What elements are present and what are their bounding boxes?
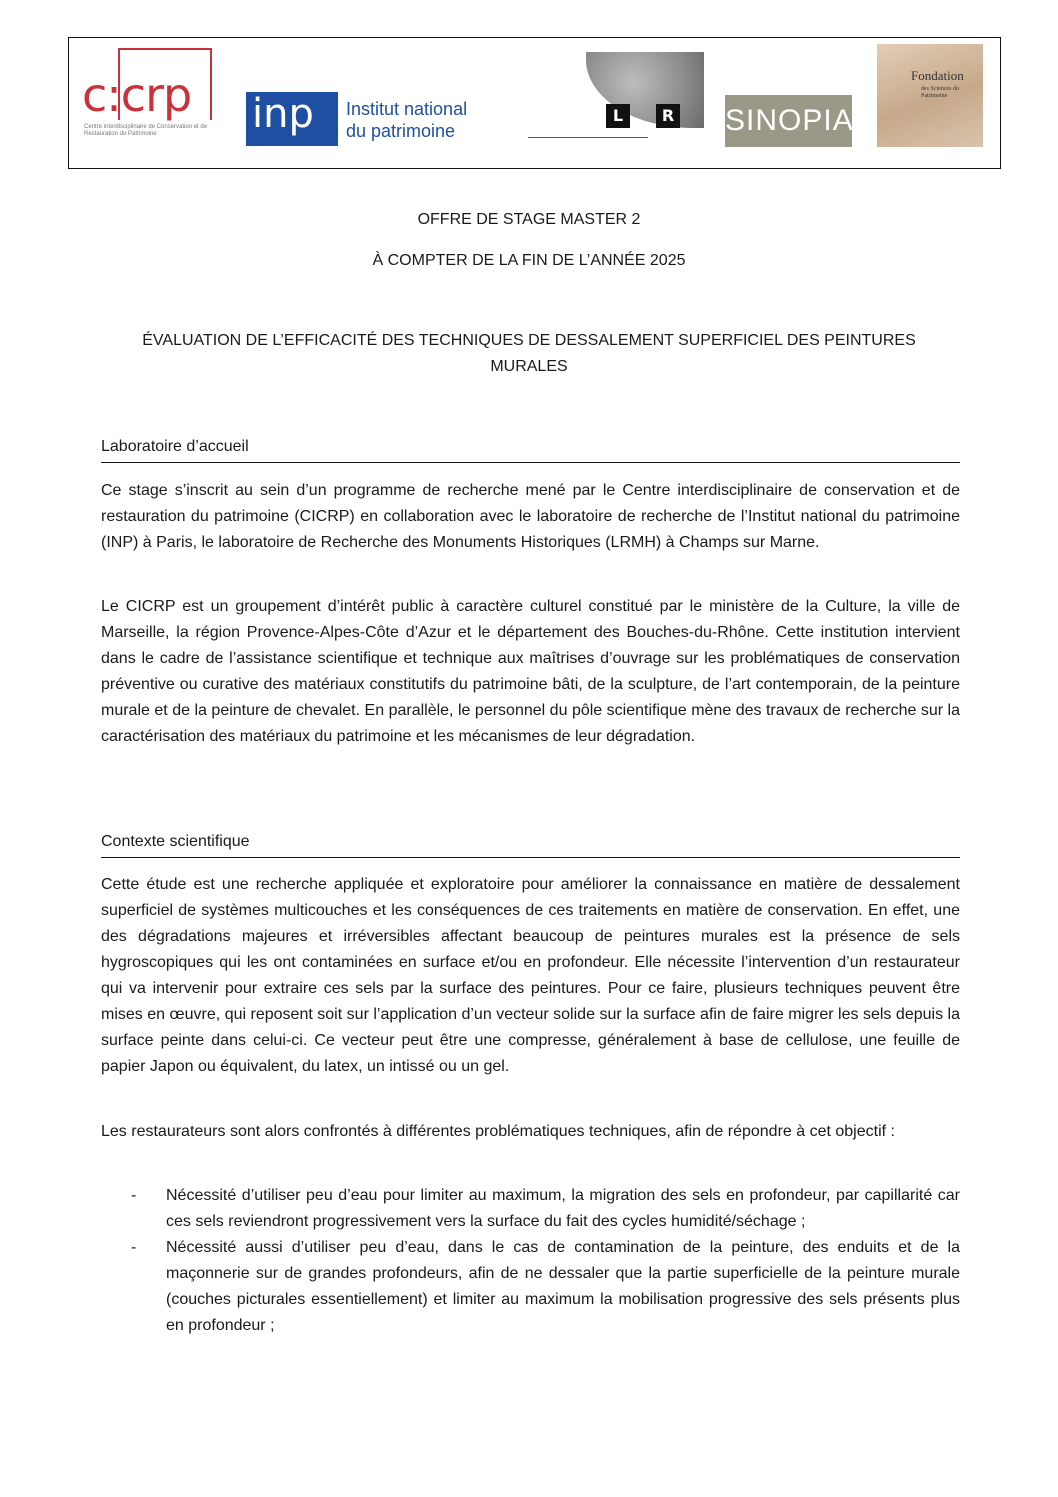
lab-paragraph-2: Le CICRP est un groupement d’intérêt public à caractère culturel constitué par le ministère de la Culture, la ville de Marseille, la région Provence-Alpes-Côte d’Azur et le département des Bouches-du-Rhône. Cette institution intervient dans le cadre de l’assistance scientifique et technique aux maîtrises d’ouvrage sur les problématiques de conservation préventive ou curative des matériaux constitutifs du patrimoine bâti, de la sculpture, de l’art contemporain, de la peinture murale et de la peinture de chevalet. En parallèle, le personnel du pôle scientifique mène des travaux de recherche sur la caractérisation des matériaux du patrimoine et les mécanismes de leur dégradation. [101,598,960,745]
inp-logo-word: inp [252,91,314,137]
lrmh-logo-stone [586,52,704,128]
list-item-text: Nécessité d’utiliser peu d’eau pour limiter au maximum, la migration des sels en profondeur, par capillarité car ces sels reviendront progressivement vers la surface du fait des cycles humidité/séchage ; [166,1187,960,1230]
list-item [101,1183,960,1235]
lrmh-logo-l: L [606,104,630,128]
fondation-logo-subtitle: des Sciences du Patrimoine [921,86,959,99]
list-item-text: Nécessité aussi d’utiliser peu d’eau, dans le cas de contamination de la peinture, des enduits et de la maçonnerie sur de grandes profondeurs, afin de ne dessaler que la partie superficielle de la peinture murale (couches picturales essentiellement) et limiter au maximum la mobilisation progressive des sels présents plus en profondeur ; [166,1239,960,1334]
context-paragraph-1: Cette étude est une recherche appliquée et exploratoire pour améliorer la connaissance en matière de dessalement superficiel de systèmes multicouches et les conséquences de ces traitements en matière de conservation. En effet, une des dégradations majeures et irréversibles affectant beaucoup de peintures murales est la présence de sels hygroscopiques qui les ont contaminées en surface et/ou en profondeur. Elle nécessite l’intervention d’un restaurateur qui va intervenir pour extraire ces sels par la surface des peintures. Pour ce faire, plusieurs techniques peuvent être mises en œuvre, qui reposent soit sur l’application d’un vecteur solide sur la surface afin de faire migrer les sels depuis la surface peinte dans celui-ci. Ce vecteur peut être une compresse, généralement à base de cellulose, une feuille de papier Japon ou équivalent, du latex, un intissé ou un gel. [101,876,960,1075]
sinopia-logo: SINOPIA [725,95,852,147]
lab-paragraph-1: Ce stage s’inscrit au sein d’un programme de recherche mené par le Centre interdisciplinaire de conservation et de restauration du patrimoine (CICRP) en collaboration avec le laboratoire de recherche de l’Institut national du patrimoine (INP) à Paris, le laboratoire de Recherche des Monuments Historiques (LRMH) à Champs sur Marne. [101,482,960,551]
lrmh-logo-line [528,137,648,138]
context-bullet-list [101,1183,960,1339]
inp-logo-name [346,98,506,142]
offer-date: À COMPTER DE LA FIN DE L’ANNÉE 2025 [372,252,686,269]
inp-name-line1: Institut national [346,99,468,119]
inp-logo [246,92,338,146]
section-heading-lab: Laboratoire d’accueil [101,436,960,463]
cicrp-logo-subtitle: Centre interdisciplinaire de Conservation et de Restauration du Patrimoine [84,124,208,137]
offer-heading: OFFRE DE STAGE MASTER 2 [417,211,641,228]
lrmh-logo-r: R [656,104,680,128]
cicrp-logo [82,48,214,142]
bullet-dash: - [131,1187,137,1204]
section-heading-context: Contexte scientifique [101,831,960,858]
fondation-logo-title: Fondation [911,68,964,83]
lrmh-logo [528,52,704,146]
doc-title-line1: ÉVALUATION DE L’EFFICACITÉ DES TECHNIQUES DE DESSALEMENT SUPERFICIEL DES PEINTURES [142,332,916,349]
inp-name-line2: du patrimoine [346,121,456,141]
bullet-dash: - [131,1239,137,1256]
fondation-logo [877,44,983,147]
doc-title-line2: MURALES [490,358,568,375]
context-paragraph-2: Les restaurateurs sont alors confrontés à différentes problématiques techniques, afin de répondre à cet objectif : [101,1123,895,1140]
cicrp-logo-word: c:crp [82,68,192,122]
list-item [101,1235,960,1339]
